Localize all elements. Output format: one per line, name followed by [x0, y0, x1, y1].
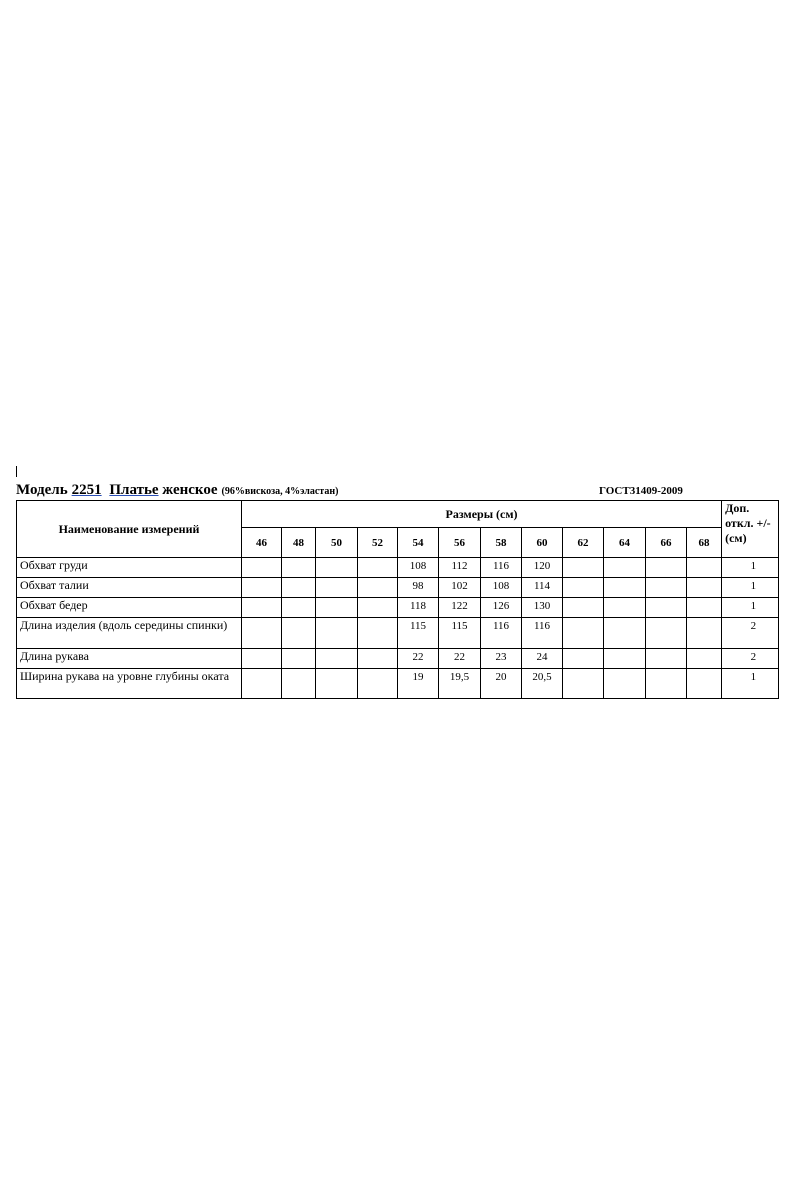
- measurement-value: [282, 558, 316, 578]
- table-row: [17, 618, 779, 649]
- measurement-value: [358, 649, 398, 669]
- table-row: [17, 649, 779, 669]
- measurement-value: [242, 618, 282, 649]
- measurement-value: 130: [522, 598, 563, 618]
- garment-name: [106, 482, 218, 498]
- model-label: Модель: [16, 482, 68, 498]
- tolerance-value: 1: [722, 598, 779, 618]
- measurement-value: [687, 598, 722, 618]
- measurement-value: [604, 618, 646, 649]
- measurement-value: [358, 558, 398, 578]
- size-header-66: 66: [646, 528, 687, 558]
- size-header-46: 46: [242, 528, 282, 558]
- measurement-value: 115: [439, 618, 481, 649]
- sizes-header: Размеры (см): [242, 501, 722, 528]
- measurement-value: [646, 558, 687, 578]
- size-header-56: 56: [439, 528, 481, 558]
- measurement-value: [604, 649, 646, 669]
- measurement-value: 20,5: [522, 669, 563, 699]
- measurement-value: 115: [398, 618, 439, 649]
- measurement-value: [358, 669, 398, 699]
- measurement-value: [604, 669, 646, 699]
- measurement-name: Обхват талии: [17, 578, 242, 598]
- size-header-62: 62: [563, 528, 604, 558]
- measurement-value: 102: [439, 578, 481, 598]
- measurement-value: 116: [522, 618, 563, 649]
- measurement-value: [646, 649, 687, 669]
- measurement-value: [563, 578, 604, 598]
- garment-gender: женское: [162, 482, 218, 498]
- size-header-52: 52: [358, 528, 398, 558]
- table-row: [17, 558, 779, 578]
- measurement-value: [242, 598, 282, 618]
- table-row: [17, 669, 779, 699]
- measurement-value: [316, 649, 358, 669]
- measurement-value: [687, 669, 722, 699]
- measurement-value: [687, 649, 722, 669]
- measurement-value: [316, 578, 358, 598]
- measurement-value: [282, 598, 316, 618]
- measurement-value: [316, 598, 358, 618]
- measurement-value: [282, 669, 316, 699]
- measurement-value: 116: [481, 618, 522, 649]
- size-header-54: 54: [398, 528, 439, 558]
- measurement-value: [563, 649, 604, 669]
- measurement-value: 120: [522, 558, 563, 578]
- tolerance-value: 1: [722, 578, 779, 598]
- measurement-value: 20: [481, 669, 522, 699]
- measurement-value: 98: [398, 578, 439, 598]
- measurement-name: Обхват груди: [17, 558, 242, 578]
- size-header-48: 48: [282, 528, 316, 558]
- size-header-64: 64: [604, 528, 646, 558]
- measurement-value: [282, 578, 316, 598]
- tolerance-value: 1: [722, 669, 779, 699]
- measurement-value: [563, 669, 604, 699]
- measurement-value: 108: [398, 558, 439, 578]
- table-row: [17, 598, 779, 618]
- measurement-value: [646, 598, 687, 618]
- measurement-value: [604, 558, 646, 578]
- measurement-value: [242, 669, 282, 699]
- tolerance-header: Доп. откл. +/- (см): [722, 501, 779, 558]
- measurement-value: 19: [398, 669, 439, 699]
- garment-type: Платье: [109, 482, 159, 498]
- measurement-value: [563, 598, 604, 618]
- measurement-value: 24: [522, 649, 563, 669]
- measurement-value: 126: [481, 598, 522, 618]
- size-header-68: 68: [687, 528, 722, 558]
- measurement-value: [646, 578, 687, 598]
- measurement-value: [604, 598, 646, 618]
- measurement-value: [646, 618, 687, 649]
- measurement-name: Длина изделия (вдоль середины спинки): [17, 618, 242, 649]
- measurement-value: [358, 578, 398, 598]
- tolerance-value: 2: [722, 649, 779, 669]
- tolerance-value: 1: [722, 558, 779, 578]
- measurement-value: 22: [398, 649, 439, 669]
- measurement-value: [242, 558, 282, 578]
- size-header-60: 60: [522, 528, 563, 558]
- measurement-value: 23: [481, 649, 522, 669]
- measurement-value: 116: [481, 558, 522, 578]
- measurement-value: 122: [439, 598, 481, 618]
- measurement-value: [358, 618, 398, 649]
- measurement-value: [563, 618, 604, 649]
- measurement-value: 114: [522, 578, 563, 598]
- measurement-value: [687, 618, 722, 649]
- measurement-value: 108: [481, 578, 522, 598]
- size-chart-table: [16, 500, 779, 699]
- table-row: [17, 578, 779, 598]
- table-header-row: [17, 501, 779, 528]
- measurement-value: 19,5: [439, 669, 481, 699]
- text-cursor: [16, 466, 17, 477]
- measurement-value: [282, 618, 316, 649]
- measurement-value: [282, 649, 316, 669]
- size-header-50: 50: [316, 528, 358, 558]
- measurement-value: [646, 669, 687, 699]
- measurement-value: [563, 558, 604, 578]
- measurement-value: [316, 558, 358, 578]
- measurement-value: 22: [439, 649, 481, 669]
- measurement-value: [316, 669, 358, 699]
- measurement-value: [687, 578, 722, 598]
- model-number: 2251: [71, 482, 102, 498]
- measurement-value: [687, 558, 722, 578]
- standard-code: ГОСТ31409-2009: [599, 485, 683, 497]
- measurement-name-header: Наименование измерений: [17, 501, 242, 558]
- measurement-name: Длина рукава: [17, 649, 242, 669]
- measurement-value: [358, 598, 398, 618]
- measurement-name: Ширина рукава на уровне глубины оката: [17, 669, 242, 699]
- size-header-58: 58: [481, 528, 522, 558]
- fabric-composition: (96%вискоза, 4%эластан): [221, 486, 339, 497]
- measurement-value: 118: [398, 598, 439, 618]
- measurement-value: [242, 649, 282, 669]
- tolerance-value: 2: [722, 618, 779, 649]
- measurement-value: [604, 578, 646, 598]
- measurement-name: Обхват бедер: [17, 598, 242, 618]
- table-body: [17, 558, 779, 699]
- measurement-value: [242, 578, 282, 598]
- measurement-value: 112: [439, 558, 481, 578]
- measurement-value: [316, 618, 358, 649]
